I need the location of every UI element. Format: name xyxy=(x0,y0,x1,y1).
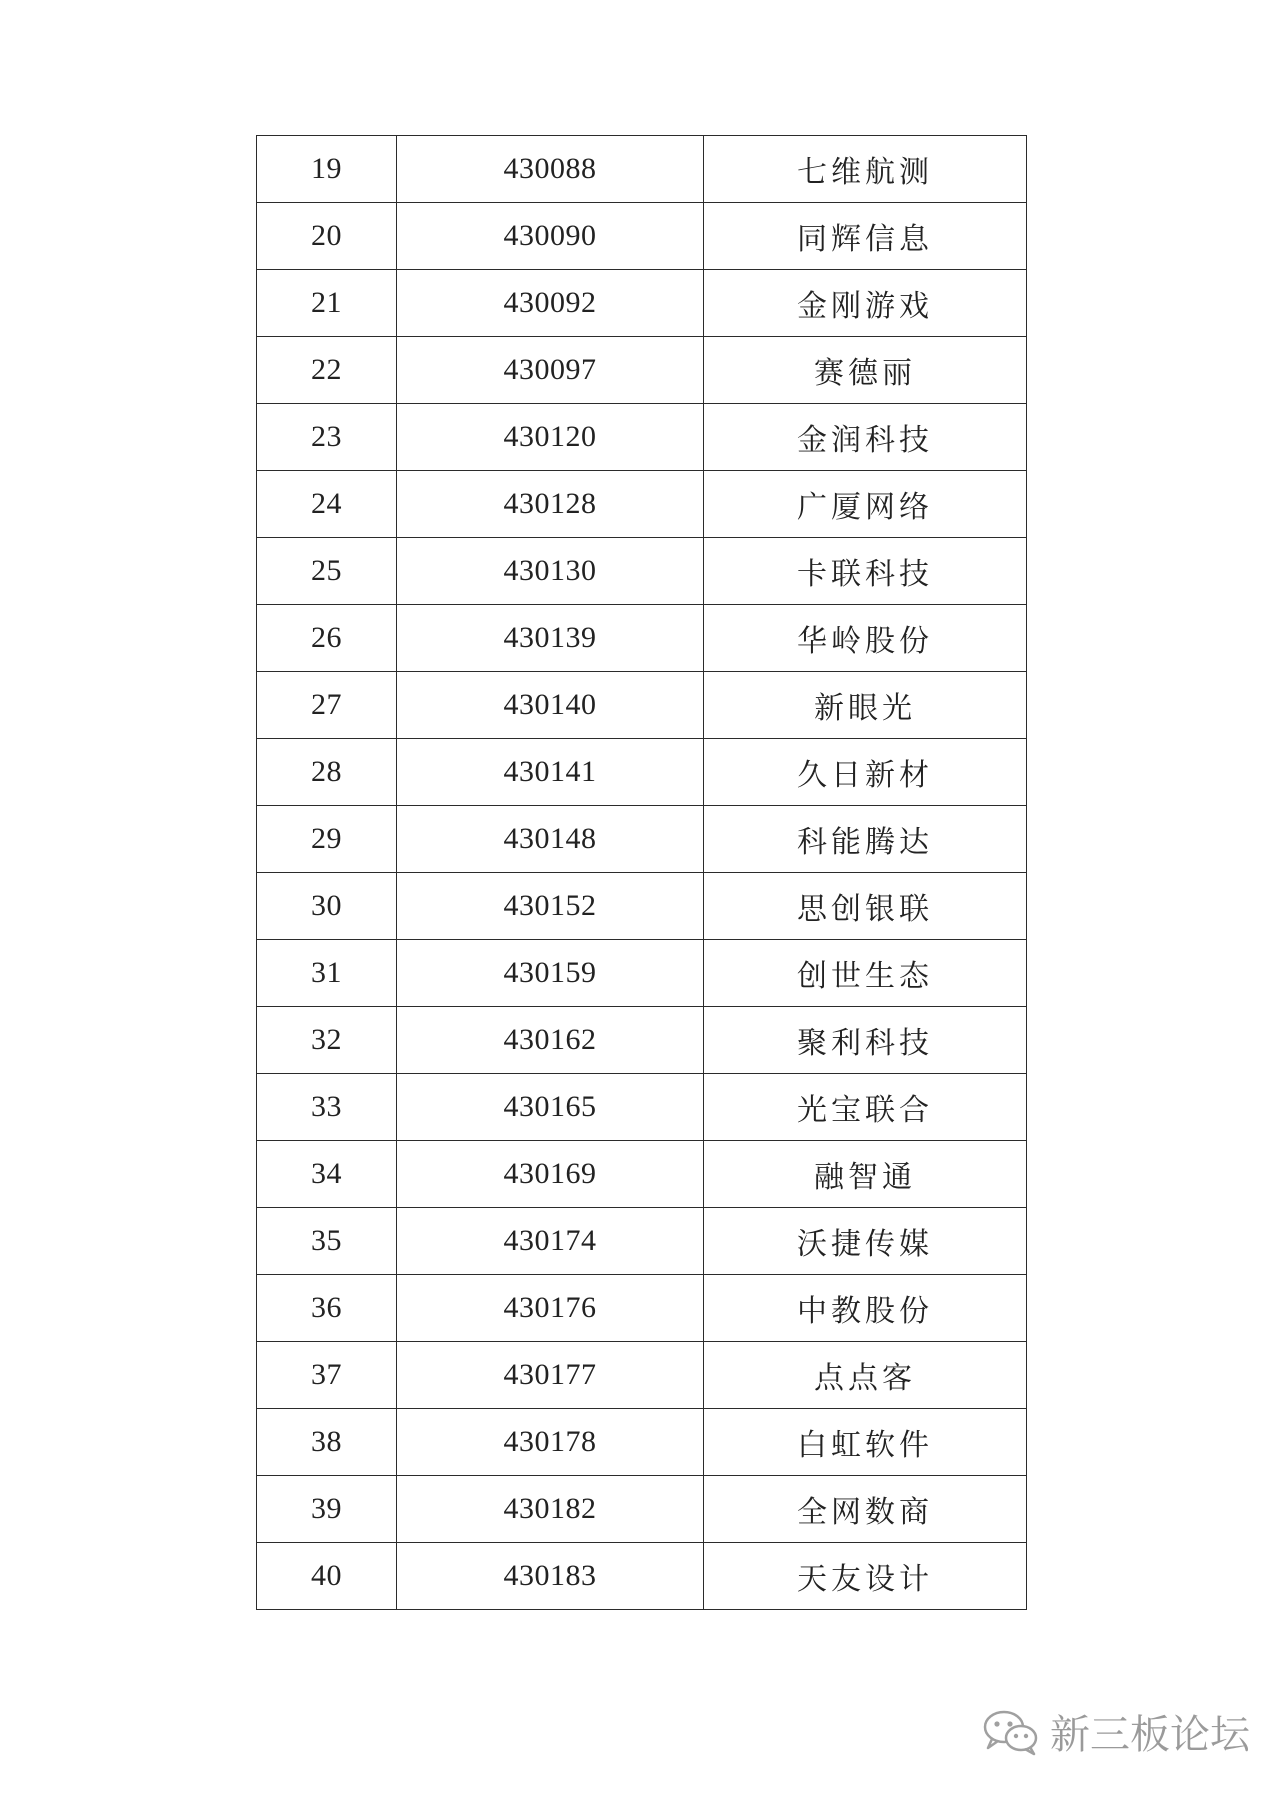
row-number: 27 xyxy=(257,672,397,739)
wechat-icon xyxy=(982,1708,1040,1756)
table-row xyxy=(257,1342,1027,1409)
row-number: 33 xyxy=(257,1074,397,1141)
table-row xyxy=(257,1208,1027,1275)
company-name: 思创银联 xyxy=(704,873,1027,940)
row-number: 22 xyxy=(257,337,397,404)
row-number: 40 xyxy=(257,1543,397,1610)
stock-code: 430152 xyxy=(397,873,704,940)
company-name: 创世生态 xyxy=(704,940,1027,1007)
table-row xyxy=(257,940,1027,1007)
stock-code: 430165 xyxy=(397,1074,704,1141)
stock-code: 430162 xyxy=(397,1007,704,1074)
company-name: 卡联科技 xyxy=(704,538,1027,605)
company-name: 聚利科技 xyxy=(704,1007,1027,1074)
table-row xyxy=(257,270,1027,337)
row-number: 20 xyxy=(257,203,397,270)
table-row xyxy=(257,1409,1027,1476)
table-row xyxy=(257,136,1027,203)
company-name: 华岭股份 xyxy=(704,605,1027,672)
company-name: 点点客 xyxy=(704,1342,1027,1409)
stock-code: 430090 xyxy=(397,203,704,270)
stock-code: 430169 xyxy=(397,1141,704,1208)
stock-code: 430130 xyxy=(397,538,704,605)
company-name: 科能腾达 xyxy=(704,806,1027,873)
table-row xyxy=(257,739,1027,806)
row-number: 37 xyxy=(257,1342,397,1409)
company-name: 新眼光 xyxy=(704,672,1027,739)
stock-code: 430139 xyxy=(397,605,704,672)
table-body xyxy=(257,136,1027,1610)
stock-code: 430092 xyxy=(397,270,704,337)
table-row xyxy=(257,873,1027,940)
row-number: 24 xyxy=(257,471,397,538)
stock-code: 430120 xyxy=(397,404,704,471)
row-number: 38 xyxy=(257,1409,397,1476)
table-row xyxy=(257,471,1027,538)
company-name: 久日新材 xyxy=(704,739,1027,806)
row-number: 36 xyxy=(257,1275,397,1342)
stock-code: 430088 xyxy=(397,136,704,203)
table-row xyxy=(257,1275,1027,1342)
stock-code: 430141 xyxy=(397,739,704,806)
table-row xyxy=(257,1007,1027,1074)
stock-code: 430182 xyxy=(397,1476,704,1543)
company-name: 中教股份 xyxy=(704,1275,1027,1342)
table-row xyxy=(257,404,1027,471)
table-row xyxy=(257,203,1027,270)
table-row xyxy=(257,538,1027,605)
company-name: 广厦网络 xyxy=(704,471,1027,538)
row-number: 23 xyxy=(257,404,397,471)
stock-code: 430178 xyxy=(397,1409,704,1476)
company-name: 融智通 xyxy=(704,1141,1027,1208)
table-row xyxy=(257,1476,1027,1543)
company-name: 天友设计 xyxy=(704,1543,1027,1610)
row-number: 28 xyxy=(257,739,397,806)
company-name: 光宝联合 xyxy=(704,1074,1027,1141)
table-row xyxy=(257,337,1027,404)
table-row xyxy=(257,1074,1027,1141)
watermark xyxy=(982,1703,1250,1760)
stock-code: 430183 xyxy=(397,1543,704,1610)
company-name: 金润科技 xyxy=(704,404,1027,471)
row-number: 39 xyxy=(257,1476,397,1543)
watermark-text: 新三板论坛 xyxy=(1050,1712,1250,1758)
table-row xyxy=(257,806,1027,873)
table-row xyxy=(257,1141,1027,1208)
table-row xyxy=(257,672,1027,739)
table-row xyxy=(257,1543,1027,1610)
row-number: 29 xyxy=(257,806,397,873)
stock-code: 430140 xyxy=(397,672,704,739)
table-row xyxy=(257,605,1027,672)
row-number: 30 xyxy=(257,873,397,940)
stock-code: 430128 xyxy=(397,471,704,538)
company-name: 赛德丽 xyxy=(704,337,1027,404)
row-number: 25 xyxy=(257,538,397,605)
stock-code: 430097 xyxy=(397,337,704,404)
company-name: 同辉信息 xyxy=(704,203,1027,270)
stock-code: 430174 xyxy=(397,1208,704,1275)
row-number: 26 xyxy=(257,605,397,672)
stock-code: 430177 xyxy=(397,1342,704,1409)
stock-code: 430159 xyxy=(397,940,704,1007)
company-name: 七维航测 xyxy=(704,136,1027,203)
row-number: 35 xyxy=(257,1208,397,1275)
row-number: 31 xyxy=(257,940,397,1007)
company-name: 白虹软件 xyxy=(704,1409,1027,1476)
row-number: 32 xyxy=(257,1007,397,1074)
company-name: 全网数商 xyxy=(704,1476,1027,1543)
company-name: 沃捷传媒 xyxy=(704,1208,1027,1275)
company-name: 金刚游戏 xyxy=(704,270,1027,337)
stock-code: 430176 xyxy=(397,1275,704,1342)
stock-code: 430148 xyxy=(397,806,704,873)
row-number: 34 xyxy=(257,1141,397,1208)
company-table xyxy=(256,135,1027,1610)
row-number: 21 xyxy=(257,270,397,337)
row-number: 19 xyxy=(257,136,397,203)
